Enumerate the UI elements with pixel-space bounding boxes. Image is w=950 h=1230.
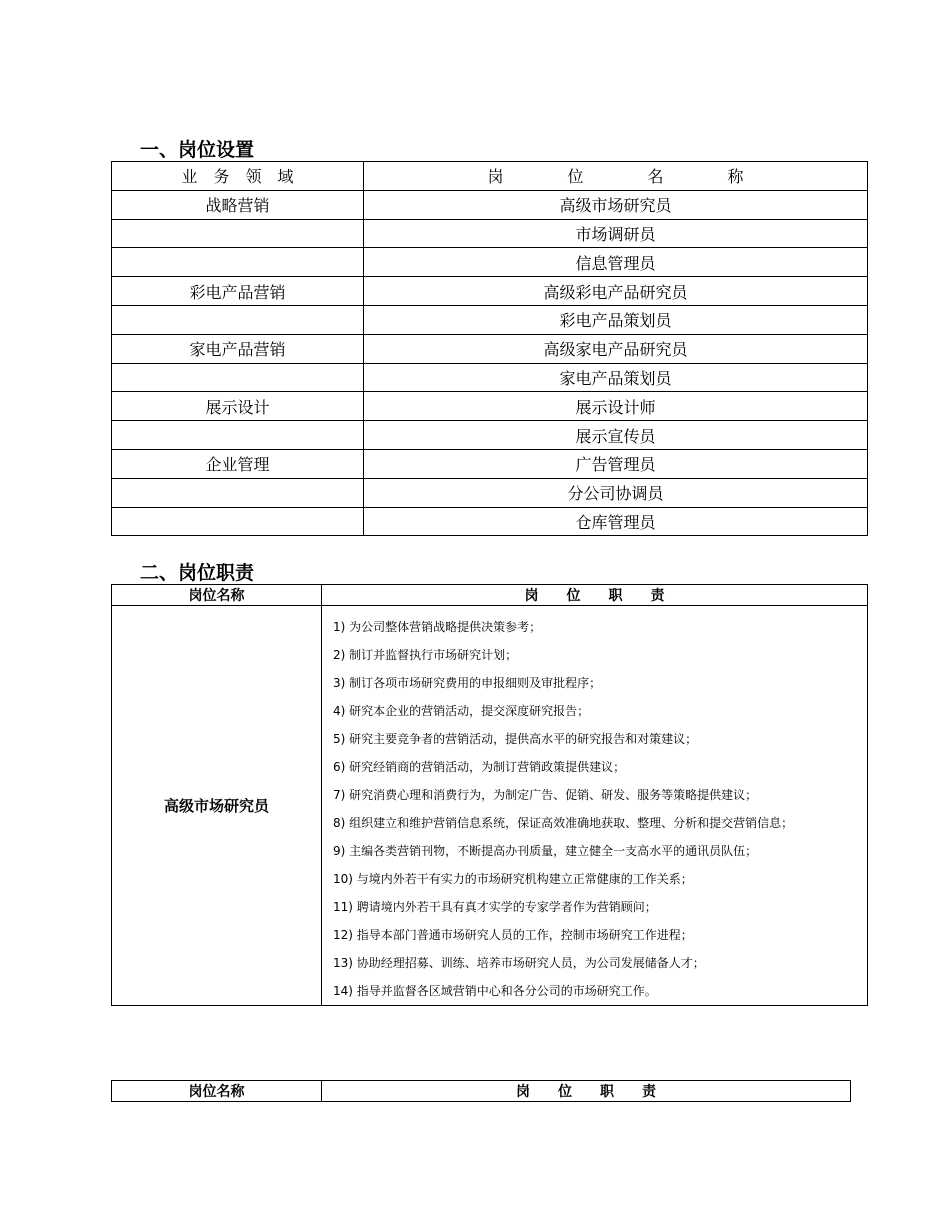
position-name-cell: 广告管理员 [364, 449, 868, 478]
table-row [112, 478, 868, 507]
business-domain-cell [112, 421, 364, 450]
position-name-cell: 分公司协调员 [364, 478, 868, 507]
duty-item: 5) 研究主要竞争者的营销活动，提供高水平的研究报告和对策建议； [333, 732, 698, 746]
duty-item: 10) 与境内外若干有实力的市场研究机构建立正常健康的工作关系； [333, 872, 693, 886]
table-row [112, 248, 868, 277]
position-name-cell: 仓库管理员 [364, 507, 868, 536]
position-name-cell: 信息管理员 [364, 248, 868, 277]
section1-title: 一、岗位设置 [140, 139, 255, 161]
table-row [112, 363, 868, 392]
table-header-row [112, 1081, 851, 1102]
position-name-cell: 高级家电产品研究员 [364, 334, 868, 363]
position-name-cell: 市场调研员 [364, 219, 868, 248]
business-domain-cell [112, 248, 364, 277]
table-row [112, 277, 868, 306]
table-header-row [112, 585, 868, 606]
table-row [112, 334, 868, 363]
business-domain-cell: 展示设计 [112, 392, 364, 421]
business-domain-cell [112, 305, 364, 334]
table-row [112, 219, 868, 248]
position-setup-table [111, 161, 868, 536]
business-domain-cell [112, 478, 364, 507]
duty-item: 11) 聘请境内外若干具有真才实学的专家学者作为营销顾问； [333, 900, 657, 914]
business-domain-cell: 彩电产品营销 [112, 277, 364, 306]
business-domain-cell: 战略营销 [112, 190, 364, 219]
position-name-cell: 展示宣传员 [364, 421, 868, 450]
table-row [112, 190, 868, 219]
table-row [112, 392, 868, 421]
position-name-cell: 彩电产品策划员 [364, 305, 868, 334]
position-duties-table-continued [111, 1080, 851, 1102]
position-name-cell: 展示设计师 [364, 392, 868, 421]
business-domain-cell: 家电产品营销 [112, 334, 364, 363]
header-duties: 岗 位 职 责 [322, 585, 868, 606]
table-row [112, 421, 868, 450]
duty-item: 13) 协助经理招募、训练、培养市场研究人员，为公司发展储备人才； [333, 956, 705, 970]
table-row [112, 606, 868, 1006]
position-name-cell: 高级彩电产品研究员 [364, 277, 868, 306]
duty-item: 1) 为公司整体营销战略提供决策参考； [333, 620, 542, 634]
header-position-name: 岗位名称 [112, 585, 322, 606]
header-business-domain: 业 务 领 域 [112, 162, 364, 191]
duty-item: 6) 研究经销商的营销活动，为制订营销政策提供建议； [333, 760, 626, 774]
position-name-cell: 高级市场研究员 [112, 606, 322, 1006]
business-domain-cell [112, 507, 364, 536]
position-name-cell: 家电产品策划员 [364, 363, 868, 392]
business-domain-cell: 企业管理 [112, 449, 364, 478]
duty-item: 3) 制订各项市场研究费用的申报细则及审批程序； [333, 676, 602, 690]
duty-item: 14) 指导并监督各区域营销中心和各分公司的市场研究工作。 [333, 984, 657, 998]
table-row [112, 305, 868, 334]
header-position-name: 岗 位 名 称 [364, 162, 868, 191]
position-name-cell: 高级市场研究员 [364, 190, 868, 219]
business-domain-cell [112, 219, 364, 248]
duties-cell [322, 606, 868, 1006]
table-row [112, 449, 868, 478]
position-duties-table [111, 584, 868, 1006]
section2-title: 二、岗位职责 [140, 562, 255, 584]
header-position-name: 岗位名称 [112, 1081, 322, 1102]
business-domain-cell [112, 363, 364, 392]
table-header-row [112, 162, 868, 191]
table-row [112, 507, 868, 536]
duty-item: 4) 研究本企业的营销活动，提交深度研究报告； [333, 704, 590, 718]
duty-item: 9) 主编各类营销刊物，不断提高办刊质量，建立健全一支高水平的通讯员队伍； [333, 844, 758, 858]
duty-item: 7) 研究消费心理和消费行为，为制定广告、促销、研发、服务等策略提供建议； [333, 788, 758, 802]
header-duties: 岗 位 职 责 [322, 1081, 851, 1102]
duty-item: 2) 制订并监督执行市场研究计划； [333, 648, 518, 662]
duty-item: 12) 指导本部门普通市场研究人员的工作，控制市场研究工作进程； [333, 928, 693, 942]
duty-item: 8) 组织建立和维护营销信息系统，保证高效准确地获取、整理、分析和提交营销信息； [333, 816, 794, 830]
